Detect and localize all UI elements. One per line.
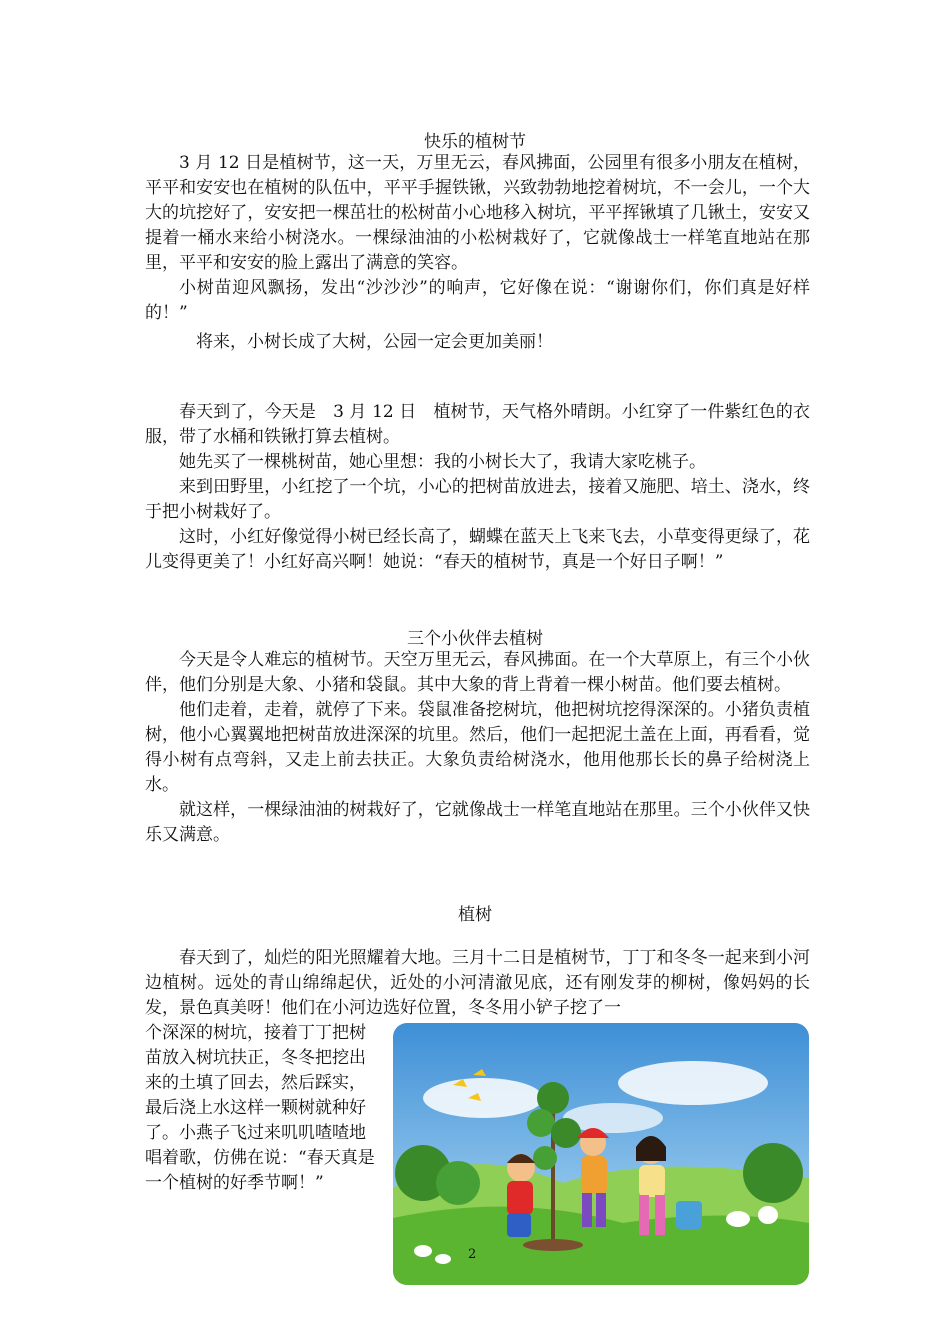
- tree-planting-illustration: [393, 1023, 809, 1285]
- story4-title: 植树: [458, 905, 492, 925]
- story1-paragraph: 小树苗迎风飘扬，发出“沙沙沙”的响声，它好像在说：“谢谢你们，你们真是好样的！”: [145, 278, 810, 323]
- story4-wrapped-text: 个深深的树坑，接着丁丁把树苗放入树坑扶正，冬冬把挖出来的土填了回去，然后踩实，最后浇上水这样一颗树就种好了。小燕子飞过来叽叽喳喳地唱着歌，仿佛在说：“春天真是一个植树的好季节啊！”: [145, 1023, 375, 1193]
- story2-body: [145, 400, 810, 575]
- story2-paragraph: 春天到了，今天是 3 月 12 日 植树节，天气格外晴朗。小红穿了一件紫红色的衣服，带了水桶和铁锹打算去植树。: [145, 402, 810, 447]
- story3-paragraph: 就这样，一棵绿油油的树栽好了，它就像战士一样笔直地站在那里。三个小伙伴又快乐又满意。: [145, 800, 810, 845]
- story1-paragraph: 3 月 12 日是植树节，这一天，万里无云，春风拂面，公园里有很多小朋友在植树，平平和安安也在植树的队伍中，平平手握铁锹，兴致勃勃地挖着树坑，不一会儿，一个大大的坑挖好了，安安把一棵茁壮的松树苗小心地移入树坑，平平挥锹填了几锹土，安安又提着一桶水来给小树浇水。一棵绿油油的小松树栽好了，它就像战士一样笔直地站在那里，平平和安安的脸上露出了满意的笑容。: [145, 153, 810, 273]
- story1-title: 快乐的植树节: [424, 132, 526, 152]
- story4-body: [145, 946, 810, 1021]
- story3-body: [145, 648, 810, 848]
- story4-paragraph: 春天到了，灿烂的阳光照耀着大地。三月十二日是植树节，丁丁和冬冬一起来到小河边植树。远处的青山绵绵起伏，近处的小河清澈见底，还有刚发芽的柳树，像妈妈的长发，景色真美呀！他们在小河边选好位置，冬冬用小铲子挖了一: [145, 948, 810, 1018]
- story2-paragraph: 来到田野里，小红挖了一个坑，小心的把树苗放进去，接着又施肥、培土、浇水，终于把小树栽好了。: [145, 477, 810, 522]
- story2-paragraph: 这时，小红好像觉得小树已经长高了，蝴蝶在蓝天上飞来飞去，小草变得更绿了，花儿变得更美了！小红好高兴啊！她说：“春天的植树节，真是一个好日子啊！”: [145, 527, 810, 572]
- story1-body: [145, 151, 810, 355]
- story1-paragraph: 将来，小树长成了大树，公园一定会更加美丽！: [196, 332, 553, 352]
- story3-paragraph: 今天是令人难忘的植树节。天空万里无云，春风拂面。在一个大草原上，有三个小伙伴，他们分别是大象、小猪和袋鼠。其中大象的背上背着一棵小树苗。他们要去植树。: [145, 650, 810, 695]
- page-number: 2: [468, 1247, 477, 1262]
- story3-paragraph: 他们走着，走着，就停了下来。袋鼠准备挖树坑，他把树坑挖得深深的。小猪负责植树，他小心翼翼地把树苗放进深深的坑里。然后，他们一起把泥土盖在上面，再看看，觉得小树有点弯斜，又走上前去扶正。大象负责给树浇水，他用他那长长的鼻子给树浇上水。: [145, 700, 810, 795]
- story3-title: 三个小伙伴去植树: [407, 629, 543, 649]
- story2-paragraph: 她先买了一棵桃树苗，她心里想：我的小树长大了，我请大家吃桃子。: [179, 452, 706, 472]
